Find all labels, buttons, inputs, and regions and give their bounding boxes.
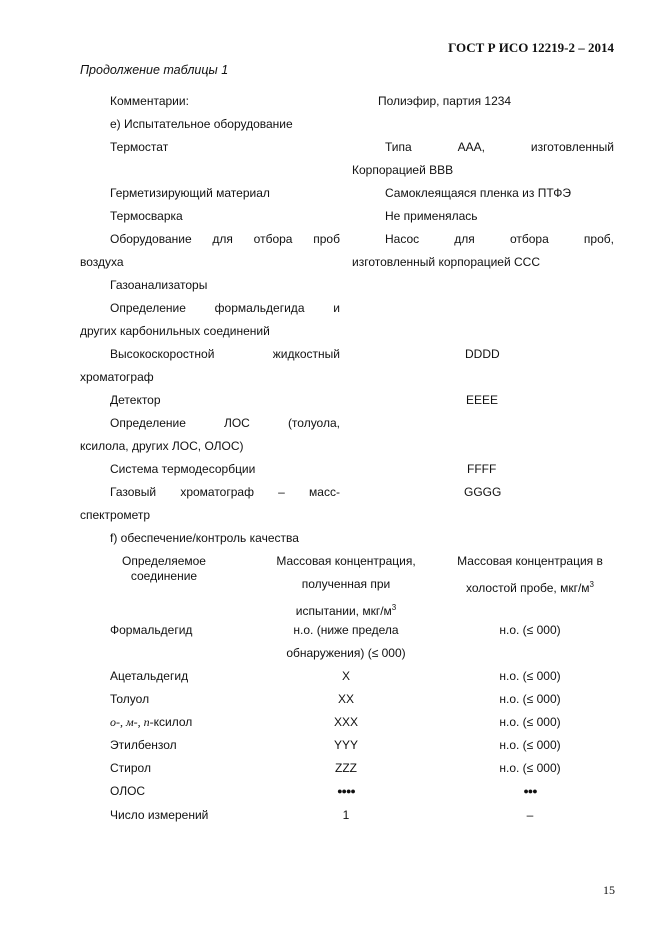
qc-row-name: Ацетальдегид: [110, 669, 189, 683]
qc-row-name: Число измерений: [110, 808, 209, 822]
qc-col3-header-line1: Массовая концентрация в: [457, 554, 603, 568]
comments-label: Комментарии:: [110, 94, 189, 108]
word: Типа: [385, 140, 412, 154]
thermodesorption-label: Система термодесорбции: [110, 462, 256, 476]
word: Определение: [110, 301, 186, 315]
qc-row-formaldehyde-value-line2: обнаружения) (≤ 000): [286, 646, 406, 660]
word: Высокоскоростной: [110, 347, 215, 361]
qc-row-name: Стирол: [110, 761, 151, 775]
word: отбора: [509, 232, 549, 246]
qc-col2-header-line3: [256, 600, 436, 619]
superscript: 3: [391, 603, 397, 612]
gcms-value: GGGG: [464, 485, 502, 499]
voc-determination-line2: ксилола, других ЛОС, ОЛОС): [80, 439, 244, 453]
hplc-label-line1: [110, 347, 340, 362]
welding-label: Термосварка: [110, 209, 183, 223]
section-f-heading: f) обеспечение/контроль качества: [110, 531, 299, 545]
qc-row-blank: ●●●: [523, 786, 537, 796]
superscript: 3: [589, 580, 594, 589]
word: Оборудование: [110, 232, 192, 246]
qc-col2-header-line2: полученная при: [301, 577, 391, 591]
sealant-value: Самоклеящаяся пленка из ПТФЭ: [385, 186, 571, 200]
hplc-label-line2: хроматограф: [80, 370, 154, 384]
qc-row-name: Этилбензол: [110, 738, 177, 752]
thermostat-value-line1: [385, 140, 614, 155]
word: формальдегида: [214, 301, 305, 315]
qc-row-value: XXX: [333, 715, 358, 729]
qc-row-name: ОЛОС: [110, 784, 146, 798]
word: ААА,: [457, 140, 485, 154]
word: (толуола,: [287, 416, 340, 430]
formaldehyde-determination-line2: других карбонильных соединений: [80, 324, 270, 338]
word: Определение: [110, 416, 186, 430]
word: для: [454, 232, 475, 246]
qc-col1-header-line2: соединение: [130, 569, 198, 583]
qc-row-name: [110, 715, 192, 730]
qc-row-formaldehyde-blank: н.о. (≤ 000): [499, 623, 561, 637]
welding-value: Не применялась: [385, 209, 478, 223]
xylene-isomers-prefix: o-, м-, n-: [110, 715, 154, 729]
qc-row-formaldehyde-value-line1: н.о. (ниже предела: [293, 623, 399, 637]
qc-row-blank: н.о. (≤ 000): [499, 692, 561, 706]
qc-row-value: XX: [337, 692, 354, 706]
table-continuation-caption: Продолжение таблицы 1: [80, 63, 229, 77]
word: отбора: [253, 232, 293, 246]
word: проб: [313, 232, 340, 246]
qc-row-formaldehyde-name: Формальдегид: [110, 623, 193, 637]
page-number: 15: [603, 883, 615, 897]
qc-col3-header-text: холостой пробе, мкг/м: [466, 581, 590, 595]
word: –: [278, 485, 285, 499]
comments-value: Полиэфир, партия 1234: [378, 94, 512, 108]
qc-row-value: X: [341, 669, 350, 683]
word: для: [212, 232, 233, 246]
qc-row-blank: –: [526, 808, 534, 822]
thermostat-label: Термостат: [110, 140, 169, 154]
word: масс-: [309, 485, 340, 499]
qc-row-blank: н.о. (≤ 000): [499, 761, 561, 775]
sampling-label-line1: [110, 232, 340, 247]
sealant-label: Герметизирующий материал: [110, 186, 270, 200]
qc-row-value: ZZZ: [335, 761, 357, 775]
qc-col3-header-line2: [440, 577, 620, 596]
qc-col2-header-line1: Массовая концентрация,: [276, 554, 416, 568]
gcms-label-line1: [110, 485, 340, 500]
word: Насос: [385, 232, 420, 246]
word: изготовленный: [530, 140, 614, 154]
word: Газовый: [110, 485, 157, 499]
word: жидкостный: [272, 347, 340, 361]
xylene-name: ксилол: [153, 715, 193, 729]
formaldehyde-determination-line1: [110, 301, 340, 316]
sampling-value-line1: [385, 232, 614, 247]
sampling-label-line2: воздуха: [80, 255, 124, 269]
qc-col2-header-text: испытании, мкг/м: [295, 604, 392, 618]
qc-row-value: 1: [342, 808, 350, 822]
sampling-value-line2: изготовленный корпорацией ССС: [352, 255, 540, 269]
hplc-value: DDDD: [465, 347, 500, 361]
qc-row-value: ●●●●: [337, 786, 355, 796]
document-header: ГОСТ Р ИСО 12219-2 – 2014: [448, 40, 614, 55]
detector-label: Детектор: [110, 393, 161, 407]
word: и: [333, 301, 340, 315]
qc-row-name: Толуол: [110, 692, 150, 706]
word: ЛОС: [223, 416, 250, 430]
gcms-label-line2: спектрометр: [80, 508, 151, 522]
thermodesorption-value: FFFF: [467, 462, 497, 476]
qc-col1-header-line1: Определяемое: [122, 554, 206, 568]
qc-row-blank: н.о. (≤ 000): [499, 738, 561, 752]
gas-analyzers-heading: Газоанализаторы: [110, 278, 208, 292]
word: проб,: [583, 232, 614, 246]
voc-determination-line1: [110, 416, 340, 431]
qc-row-blank: н.о. (≤ 000): [499, 715, 561, 729]
thermostat-value-line2: Корпорацией ВВВ: [352, 163, 454, 177]
detector-value: ЕЕЕЕ: [466, 393, 499, 407]
qc-row-blank: н.о. (≤ 000): [499, 669, 561, 683]
word: хроматограф: [180, 485, 254, 499]
qc-row-value: YYY: [333, 738, 358, 752]
section-e-heading: e) Испытательное оборудование: [110, 117, 293, 131]
